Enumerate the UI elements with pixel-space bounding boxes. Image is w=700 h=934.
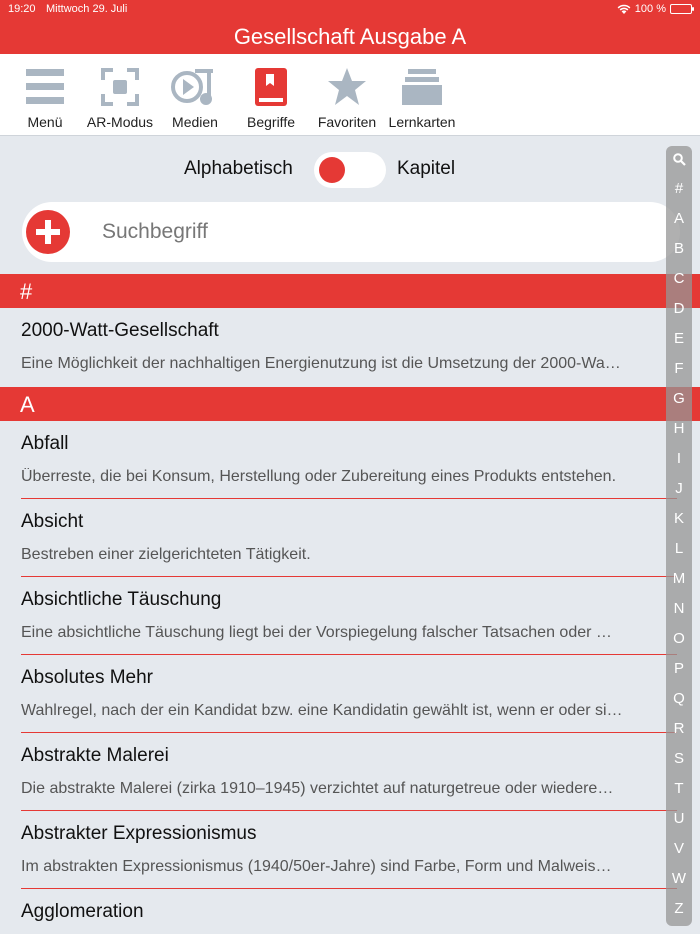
favorites-button[interactable] <box>307 66 387 130</box>
toolbar <box>0 54 700 136</box>
list-item[interactable] <box>0 811 700 889</box>
term-title: Absolutes Mehr <box>21 667 154 688</box>
index-letter[interactable]: C <box>673 270 685 287</box>
index-letter[interactable]: J <box>675 480 683 497</box>
list-item[interactable] <box>0 421 700 499</box>
term-title: Abstrakte Malerei <box>21 745 169 766</box>
media-label: Medien <box>172 114 218 130</box>
search-bar <box>22 202 680 262</box>
list-item[interactable] <box>0 577 700 655</box>
star-icon <box>327 68 367 106</box>
section-header: A <box>0 387 700 421</box>
sort-alphabetical-label[interactable]: Alphabetisch <box>184 158 293 179</box>
index-letter[interactable]: D <box>673 300 685 317</box>
menu-icon <box>26 69 64 105</box>
terms-button[interactable] <box>231 66 311 130</box>
index-letter[interactable]: H <box>673 420 685 437</box>
section-header: # <box>0 274 700 308</box>
wifi-icon <box>617 4 631 15</box>
list-item[interactable] <box>0 889 700 934</box>
term-definition: Wahlregel, nach der ein Kandidat bzw. eine Kandidatin gewählt ist, wenn er oder si… <box>21 702 623 719</box>
index-letter[interactable]: Z <box>674 900 684 917</box>
flashcards-button[interactable] <box>382 66 462 130</box>
index-letter[interactable]: N <box>673 600 685 617</box>
search-input[interactable]: Suchbegriff <box>102 220 208 243</box>
term-title: Abstrakter Expressionismus <box>21 823 257 844</box>
term-definition: Überreste, die bei Konsum, Herstellung oder Zubereitung eines Produkts entstehen. <box>21 468 617 485</box>
index-letter[interactable]: G <box>673 390 685 407</box>
terms-label: Begriffe <box>247 114 295 130</box>
list-item[interactable] <box>0 655 700 733</box>
term-title: Agglomeration <box>21 901 144 922</box>
index-letter[interactable]: Q <box>673 690 685 707</box>
list-item[interactable] <box>0 308 700 387</box>
term-definition: Eine Möglichkeit der nachhaltigen Energienutzung ist die Umsetzung der 2000-Wa… <box>21 355 621 372</box>
term-title: Absicht <box>21 511 84 532</box>
index-letter[interactable]: B <box>673 240 684 257</box>
term-definition: Die abstrakte Malerei (zirka 1910–1945) verzichtet auf naturgetreue oder wiedere… <box>21 780 614 797</box>
status-right <box>617 3 692 15</box>
status-bar <box>0 0 700 20</box>
ar-scan-icon <box>101 68 139 106</box>
flashcards-label: Lernkarten <box>388 114 456 130</box>
ar-mode-button[interactable] <box>80 66 160 130</box>
list-item[interactable] <box>0 499 700 577</box>
index-letter[interactable]: S <box>673 750 684 767</box>
ar-mode-label: AR-Modus <box>86 114 154 130</box>
status-date: Mittwoch 29. Juli <box>46 3 128 15</box>
favorites-label: Favoriten <box>317 114 377 130</box>
battery-icon <box>670 4 692 14</box>
app-title: Gesellschaft Ausgabe A <box>0 20 700 54</box>
menu-label: Menü <box>27 114 63 130</box>
add-icon[interactable] <box>26 210 70 254</box>
status-time: 19:20 <box>8 3 36 15</box>
book-icon <box>255 68 287 106</box>
index-letter[interactable]: L <box>674 540 684 557</box>
search-icon[interactable] <box>673 153 686 166</box>
index-letter[interactable]: E <box>673 330 684 347</box>
index-letter[interactable]: W <box>671 870 687 887</box>
terms-list <box>0 274 700 934</box>
index-letter[interactable]: # <box>674 180 684 197</box>
media-icon <box>171 67 219 107</box>
index-letter[interactable]: V <box>673 840 684 857</box>
index-letter[interactable]: I <box>676 450 682 467</box>
flashcards-icon <box>402 69 442 105</box>
alphabet-index[interactable] <box>666 146 692 926</box>
index-letter[interactable]: P <box>673 660 684 677</box>
index-letter[interactable]: K <box>673 510 684 527</box>
media-button[interactable] <box>155 66 235 130</box>
sort-chapter-label[interactable]: Kapitel <box>397 158 456 179</box>
term-title: 2000-Watt-Gesellschaft <box>21 320 219 341</box>
menu-button[interactable] <box>5 66 85 130</box>
term-title: Abfall <box>21 433 69 454</box>
index-letter[interactable]: F <box>674 360 684 377</box>
index-letter[interactable]: A <box>673 210 684 227</box>
index-letter[interactable]: T <box>674 780 684 797</box>
index-letter[interactable]: R <box>673 720 685 737</box>
index-letter[interactable]: U <box>673 810 685 827</box>
list-item[interactable] <box>0 733 700 811</box>
sort-toggle-row <box>0 150 700 188</box>
term-definition: Bestreben einer zielgerichteten Tätigkeit. <box>21 546 311 563</box>
index-letter[interactable]: M <box>672 570 686 587</box>
term-definition: Im abstrakten Expressionismus (1940/50er-Jahre) sind Farbe, Form und Malweis… <box>21 858 612 875</box>
index-letter[interactable]: O <box>673 630 685 647</box>
sort-mode-switch[interactable] <box>314 152 386 188</box>
battery-percent: 100 % <box>634 3 666 15</box>
term-title: Absichtliche Täuschung <box>21 589 222 610</box>
switch-knob <box>319 157 345 183</box>
term-definition: Eine absichtliche Täuschung liegt bei der Vorspiegelung falscher Tatsachen oder … <box>21 624 612 641</box>
